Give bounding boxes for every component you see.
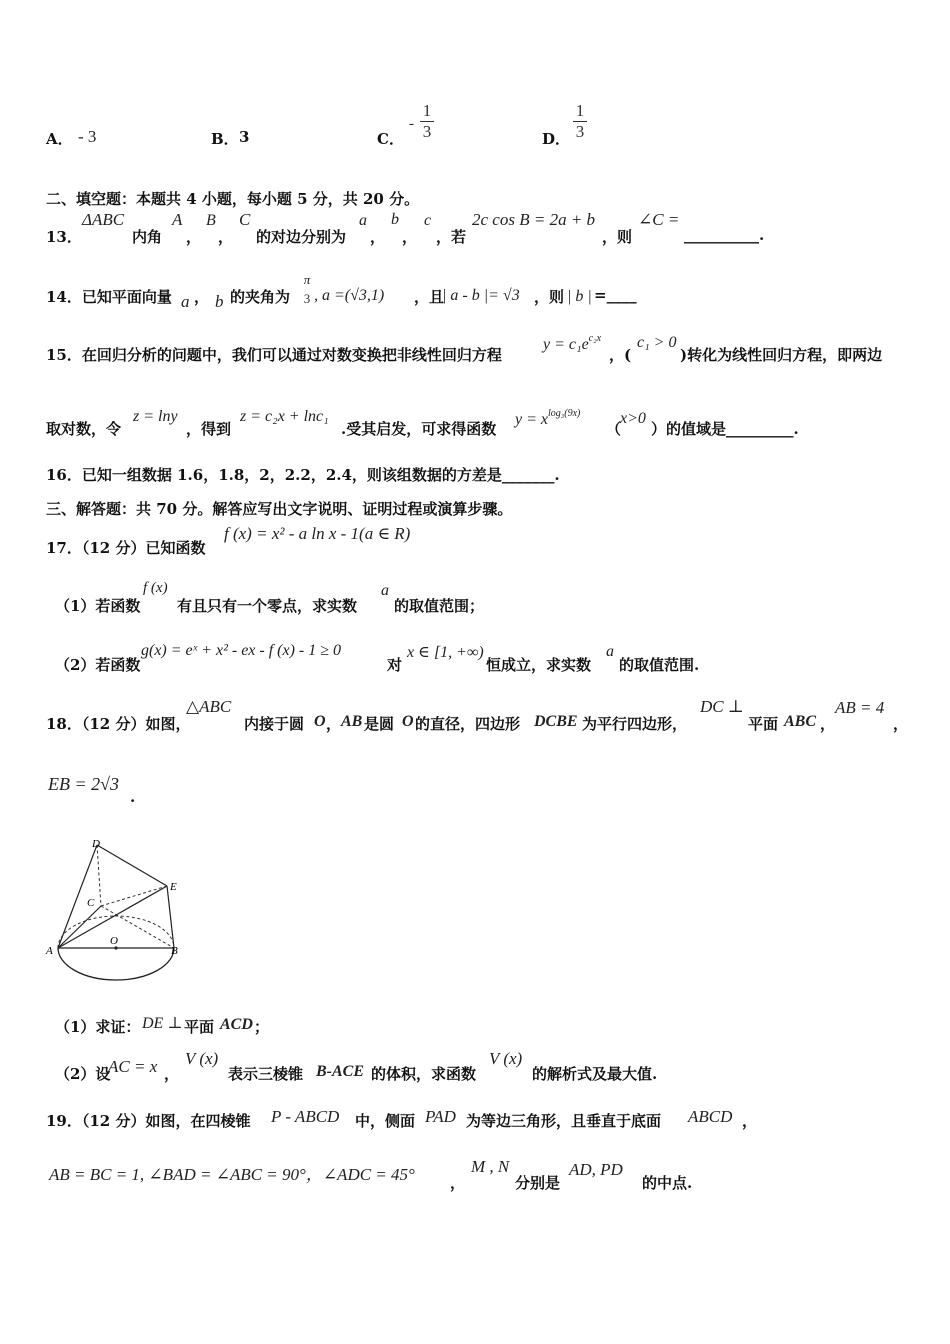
segment-CE <box>101 886 167 906</box>
q18-part1-text-3: ； <box>254 1018 270 1036</box>
q18-part1-ACD: ACD <box>220 1016 253 1033</box>
q14-number: 14．已知平面向量 <box>46 288 172 306</box>
q17-part2-text-2: 对 <box>387 656 403 674</box>
q18-text-5: 为平行四边形， <box>582 715 688 733</box>
q19-text-1: 中，侧面 <box>355 1112 416 1130</box>
q15-text-8: ）的值域是_________. <box>651 420 799 438</box>
q18-DCBE: DCBE <box>534 713 578 730</box>
q14-text-4: =____ <box>594 286 637 304</box>
q17-equation: f (x) = x² - a ln x - 1(a ∈ R) <box>224 524 411 543</box>
q13-text-3: ，若 <box>436 228 467 246</box>
q19-AD-PD: AD, PD <box>569 1160 623 1179</box>
q14-pi: π <box>303 272 311 287</box>
q13-angle: ∠C = <box>638 210 680 229</box>
q14-text-3: ，则 <box>534 288 565 306</box>
q17-part2-text-3: 恒成立，求实数 <box>486 656 592 674</box>
q17-part2-equation: g(x) = eˣ + x² - ex - f (x) - 1 ≥ 0 <box>141 642 342 659</box>
option-c-sign: - <box>409 116 414 132</box>
q19-PAD: PAD <box>425 1107 456 1126</box>
q18-text-1: 内接于圆 <box>244 715 305 733</box>
q15-text-1: 15．在回归分析的问题中，我们可以通过对数变换把非线性回归方程 <box>46 346 502 364</box>
q14-var-a: a <box>181 292 190 311</box>
option-a-value: - 3 <box>78 127 97 146</box>
q18-part2-BACE: B-ACE <box>316 1063 365 1080</box>
q18-part2-V: V (x) <box>185 1049 219 1068</box>
q15-equation-2: z = lny <box>133 408 178 425</box>
label-C: C <box>87 897 95 909</box>
q18-text-6: 平面 <box>748 715 779 733</box>
q18-ABC: ABC <box>784 713 817 730</box>
segment-DC <box>97 845 101 906</box>
q13-var-a: a <box>359 212 367 229</box>
q18-part2-text-3: 表示三棱锥 <box>228 1065 304 1083</box>
section-3-heading: 三、解答题：共 70 分。解答应写出文字说明、证明过程或演算步骤。 <box>46 500 513 518</box>
q13-var-C: C <box>239 210 251 229</box>
q17-part1-text-3: 的取值范围； <box>394 597 485 615</box>
q15-text-6: .受其启发，可求得函数 <box>341 420 497 438</box>
q18-part1-text-1: （1）求证： <box>55 1018 141 1036</box>
q18-text-3: 是圆 <box>364 715 395 733</box>
q18-part2-text-2: ， <box>164 1065 180 1083</box>
q13-comma: ， <box>402 228 418 246</box>
q18-text-2: ， <box>326 715 342 733</box>
q19-text-6: 的中点. <box>642 1174 693 1192</box>
option-b-label: B． <box>211 130 239 148</box>
q14-angle-fraction <box>300 272 314 307</box>
label-A: A <box>46 945 53 957</box>
q18-part2-text-5: 的解析式及最大值. <box>532 1065 658 1083</box>
q17-head: 17．（12 分）已知函数 <box>46 539 206 557</box>
q15-equation-3: z = c₂x + lnc₁ <box>240 408 329 425</box>
q13-var-c: c <box>424 212 432 229</box>
q19-ABCD: ABCD <box>688 1107 733 1126</box>
q18-triangle: △ABC <box>186 697 232 716</box>
q18-circle-O-2: O <box>402 713 414 730</box>
q14-vector: , a =(√3,1) <box>314 287 385 304</box>
q17-part1-f: f (x) <box>143 580 168 596</box>
q18-ab-equals-4: AB = 4 <box>835 698 885 717</box>
q13-equation: 2c cos B = 2a + b <box>472 210 596 229</box>
q19-text-2: 为等边三角形，且垂直于底面 <box>466 1112 662 1130</box>
q18-part2-text-4: 的体积，求函数 <box>371 1065 477 1083</box>
q13-text-4: ，则 <box>602 228 633 246</box>
q18-AB: AB <box>341 713 363 730</box>
q15-text-3: )转化为线性回归方程，即两边 <box>680 346 883 364</box>
q18-text-7: ， <box>820 715 836 733</box>
q18-dot: . <box>130 788 136 806</box>
q17-part2-text-4: 的取值范围. <box>619 656 700 674</box>
option-c-label: C． <box>377 130 404 148</box>
q17-part1-var-a: a <box>381 582 389 599</box>
q15-text-4: 取对数，令 <box>46 420 122 438</box>
q13-triangle: ΔABC <box>82 210 125 229</box>
q14-three: 3 <box>303 291 311 306</box>
q19-text-5: 分别是 <box>515 1174 561 1192</box>
q16: 16．已知一组数据 1.6，1.8，2，2.2，2.4，则该组数据的方差是_______. <box>46 466 560 484</box>
option-c-numerator: 1 <box>422 101 432 120</box>
label-B: B <box>171 945 178 957</box>
q13-text-2: 的对边分别为 <box>256 228 347 246</box>
segment-EB <box>167 886 174 948</box>
q14-comma: ， <box>194 288 210 306</box>
q13-var-b: b <box>391 211 399 228</box>
option-b-value: 3 <box>239 128 250 146</box>
q17-part2-var-a: a <box>606 643 614 660</box>
q14-modulus: | b | <box>567 288 592 305</box>
q13-var-A: A <box>172 210 183 229</box>
q13-comma: ， <box>218 228 234 246</box>
q18-text-8: ， <box>893 715 909 733</box>
q18-text-4: 的直径，四边形 <box>415 715 521 733</box>
q18-head: 18．（12 分）如图， <box>46 715 191 733</box>
option-c-fraction <box>420 101 434 142</box>
option-a-label: A． <box>46 130 73 148</box>
option-d-label: D． <box>542 130 571 148</box>
q15-text-7: （ <box>606 420 622 438</box>
q18-perp: DC ⊥ <box>700 697 744 716</box>
circle-front-arc <box>58 948 174 980</box>
label-D: D <box>92 838 100 850</box>
q13-blank: __________. <box>684 226 765 244</box>
q15-condition-2: x>0 <box>620 410 646 427</box>
section-2-heading: 二、填空题：本题共 4 小题，每小题 5 分，共 20 分。 <box>46 190 420 208</box>
q18-figure <box>40 832 190 992</box>
q19-text-3: ， <box>742 1112 758 1130</box>
q15-text-5: ，得到 <box>186 420 232 438</box>
q19-text-4: ， <box>450 1174 466 1192</box>
q15-equation-1: $y = c_1e^{c_2x}$ <box>543 333 602 353</box>
q19-conditions: AB = BC = 1, ∠BAD = ∠ABC = 90°，∠ADC = 45° <box>49 1165 415 1184</box>
q14-text-1: 的夹角为 <box>230 288 291 306</box>
q14-var-b: b <box>215 292 224 311</box>
q13-var-B: B <box>206 212 216 229</box>
q19-MN: M , N <box>471 1157 510 1176</box>
q13-comma: ， <box>370 228 386 246</box>
q13-text-1: 内角 <box>132 228 163 246</box>
q15-text-2: ，( <box>609 346 632 364</box>
q18-eb: EB = 2√3 <box>48 774 120 794</box>
q19-head: 19．（12 分）如图，在四棱锥 <box>46 1112 251 1130</box>
q17-part1-text-1: （1）若函数 <box>55 597 141 615</box>
q13-number: 13． <box>46 228 82 246</box>
q18-part1-text-2: 平面 <box>184 1018 215 1036</box>
option-d-fraction <box>573 101 587 142</box>
option-d-denominator: 3 <box>575 122 585 141</box>
label-E: E <box>170 881 177 893</box>
q17-part1-text-2: 有且只有一个零点，求实数 <box>177 597 358 615</box>
q18-circle-O: O <box>314 713 326 730</box>
q18-part2-equation: AC = x <box>108 1057 158 1076</box>
label-O: O <box>110 935 118 947</box>
q13-comma: ， <box>186 228 202 246</box>
q17-part2-text-1: （2）若函数 <box>55 656 141 674</box>
q14-text-2: ，且 <box>414 288 445 306</box>
q14-condition: | a - b |= √3 <box>442 287 520 304</box>
q18-part1-equation: DE ⊥ <box>142 1015 183 1032</box>
q15-equation-4: $y = x^{log_3(9x)}$ <box>515 408 581 428</box>
segment-DE <box>97 845 167 886</box>
q18-part2-V-2: V (x) <box>489 1049 523 1068</box>
q15-condition: c₁ > 0 <box>637 334 677 351</box>
option-d-numerator: 1 <box>575 101 585 120</box>
q18-part2-text-1: （2）设 <box>55 1065 111 1083</box>
q17-part2-domain: x ∈ [1, +∞) <box>407 644 484 661</box>
option-c-denominator: 3 <box>422 122 432 141</box>
q19-pyramid: P - ABCD <box>271 1107 340 1126</box>
